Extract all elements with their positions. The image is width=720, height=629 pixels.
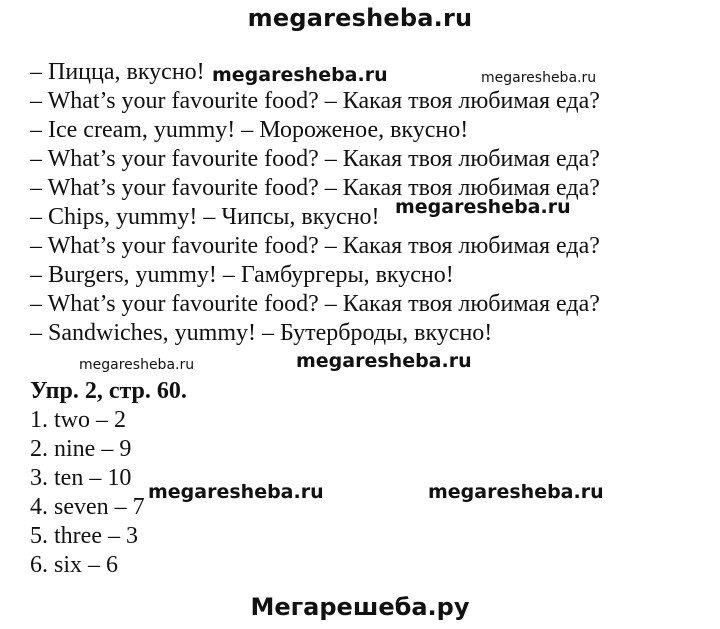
dialogue-line-10: – Sandwiches, yummy! – Бутерброды, вкусно! <box>30 320 493 346</box>
dialogue-line-6: – Chips, yummy! – Чипсы, вкусно! <box>30 204 380 230</box>
header-watermark: megaresheba.ru <box>247 4 473 32</box>
dialogue-line-1: – Пицца, вкусно! <box>30 59 205 85</box>
watermark: megaresheba.ru <box>212 64 388 86</box>
answer-4: 4. seven – 7 <box>30 494 145 520</box>
dialogue-line-8: – Burgers, yummy! – Гамбургеры, вкусно! <box>30 262 454 288</box>
answer-6: 6. six – 6 <box>30 552 119 578</box>
watermark: megaresheba.ru <box>296 350 472 372</box>
dialogue-line-5: – What’s your favourite food? – Какая твоя любимая еда? <box>30 175 600 201</box>
dialogue-line-4: – What’s your favourite food? – Какая твоя любимая еда? <box>30 146 600 172</box>
watermark-small: megaresheba.ru <box>481 70 597 86</box>
watermark: megaresheba.ru <box>395 196 571 218</box>
dialogue-line-2: – What’s your favourite food? – Какая твоя любимая еда? <box>30 88 600 114</box>
watermark-small: megaresheba.ru <box>79 357 195 373</box>
watermark: megaresheba.ru <box>148 481 324 503</box>
watermark: megaresheba.ru <box>428 481 604 503</box>
answer-3: 3. ten – 10 <box>30 465 132 491</box>
answer-5: 5. three – 3 <box>30 523 138 549</box>
exercise-heading: Упр. 2, стр. 60. <box>30 378 187 404</box>
answer-1: 1. two – 2 <box>30 407 126 433</box>
dialogue-line-3: – Ice cream, yummy! – Мороженое, вкусно! <box>30 117 469 143</box>
dialogue-line-9: – What’s your favourite food? – Какая твоя любимая еда? <box>30 291 600 317</box>
answer-2: 2. nine – 9 <box>30 436 132 462</box>
dialogue-line-7: – What’s your favourite food? – Какая твоя любимая еда? <box>30 233 600 259</box>
footer-watermark: Мегарешеба.ру <box>250 593 470 621</box>
